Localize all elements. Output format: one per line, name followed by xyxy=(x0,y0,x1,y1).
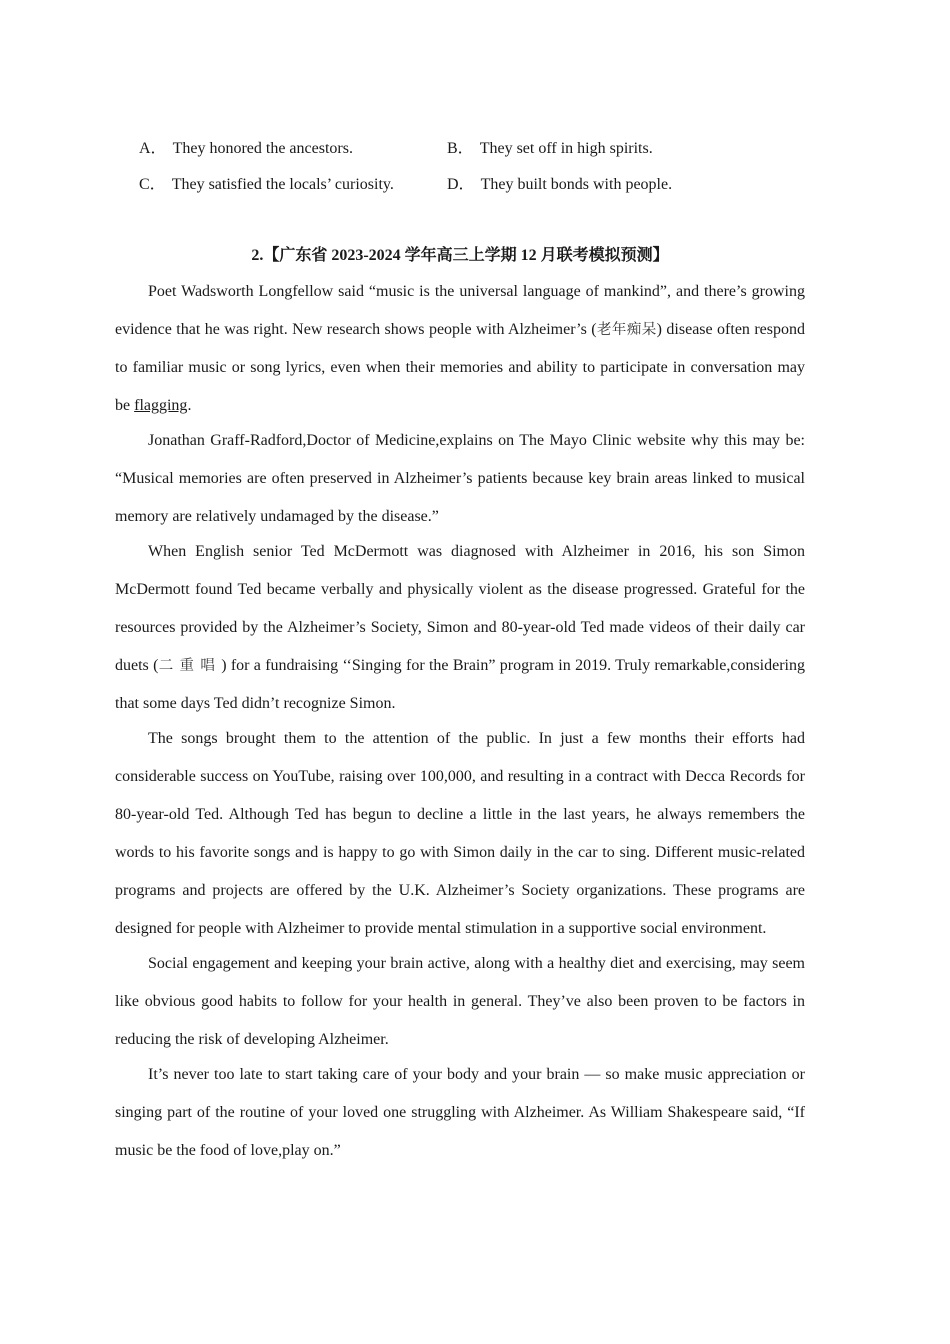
option-text: They honored the ancestors. xyxy=(172,140,353,157)
option-b xyxy=(447,138,653,160)
question-heading: 2.【广东省 2023-2024 学年高三上学期 12 月联考模拟预测】 xyxy=(251,247,669,264)
option-letter: A． xyxy=(139,140,167,157)
option-text: They satisfied the locals’ curiosity. xyxy=(171,176,394,193)
paragraph-text: ) for a fundraising ‘‘Singing for the Brain” program in 2019. Truly remarkable,considering that some days Ted didn’t recognize Simon. xyxy=(115,657,805,712)
option-a xyxy=(139,138,353,160)
paragraph-5: Social engagement and keeping your brain active, along with a healthy diet and exercising, may seem like obvious good habits to follow for your health in general. They’ve also been proven to be factors in reducing the risk of developing Alzheimer. xyxy=(115,955,805,1048)
option-text: They built bonds with people. xyxy=(480,176,673,193)
paragraph-2: Jonathan Graff-Radford,Doctor of Medicine,explains on The Mayo Clinic website why this may be: “Musical memories are often preserved in Alzheimer’s patients because key brain areas linked to musical memory are relatively undamaged by the disease.” xyxy=(115,432,805,525)
paragraph-text: . xyxy=(187,397,192,414)
paragraph-6: It’s never too late to start taking care of your body and your brain — so make music appreciation or singing part of the routine of your loved one struggling with Alzheimer. As William Shakespeare said, “If music be the food of love,play on.” xyxy=(115,1066,805,1159)
option-d xyxy=(447,174,672,196)
option-letter: D． xyxy=(447,176,475,193)
option-letter: B． xyxy=(447,140,474,157)
underlined-word: flagging xyxy=(134,397,188,414)
paragraph-1 xyxy=(115,273,805,425)
option-c xyxy=(139,174,394,196)
reading-passage xyxy=(115,273,805,1167)
chinese-gloss: 二重唱 xyxy=(158,658,222,674)
paragraph-text: Poet Wadsworth Longfellow said “music is the universal language of mankind”, and there’s growing evidence that he was right. New research shows people with Alzheimer’s ( xyxy=(115,283,805,338)
option-text: They set off in high spirits. xyxy=(479,140,653,157)
paragraph-text: When English senior Ted McDermott was diagnosed with Alzheimer in 2016, his son Simon McDermott found Ted became verbally and physically violent as the disease progressed. Grateful for the resources provided by the Alzheimer’s Society, Simon and 80-year-old Ted made videos of their daily car duets ( xyxy=(115,543,805,674)
paragraph-text: ) disease often respond to familiar music or song lyrics, even when their memories and ability to participate in conversation may be xyxy=(115,321,806,414)
paragraph-4: The songs brought them to the attention of the public. In just a few months their efforts had considerable success on YouTube, raising over 100,000, and resulting in a contract with Decca Records for 80-year-old Ted. Although Ted has begun to decline a little in the last years, he always remembers the words to his favorite songs and is happy to go with Simon daily in the car to sing. Different music-related programs and projects are offered by the U.K. Alzheimer’s Society organizations. These programs are designed for people with Alzheimer to provide mental stimulation in a supportive social environment. xyxy=(115,730,805,937)
option-letter: C． xyxy=(139,176,166,193)
paragraph-3 xyxy=(115,533,805,723)
chinese-gloss: 老年痴呆 xyxy=(596,322,657,338)
